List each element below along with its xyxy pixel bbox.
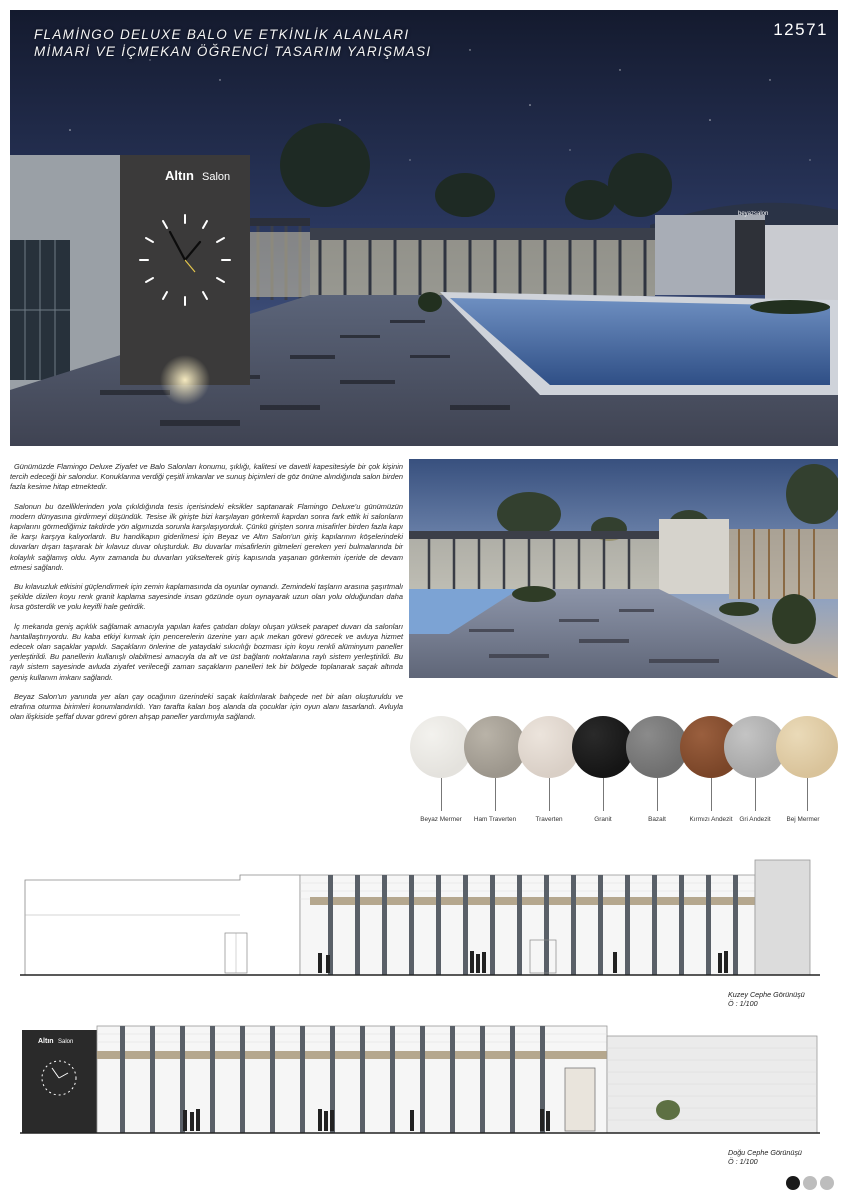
east-elevation [10,1018,838,1138]
leader-line [807,778,808,811]
material-label: Bazalt [648,816,666,823]
swatch-beyaz-mermer [410,716,472,778]
page-dot-3[interactable] [820,1176,834,1190]
paragraph: Beyaz Salon'un yanında yer alan çay ocağının üzerindeki saçak kaldırılarak bahçede net bir alan oluşturuldu ve etrafına oturma birimleri konumlandırıldı. Yan tarafta kalan boş alanda da çocuklar için oyun alanı tasarlandı. Avluyla olan ilişkiside şeffaf duvar görevi gören ahşap paneller yardımıyla sağlandı. [10,691,403,722]
material-label: Traverten [535,816,563,823]
east-sign-bold: Altın [38,1038,54,1045]
description-text [10,462,403,822]
leader-line [549,778,550,811]
courtyard-dusk-render [409,459,838,678]
north-elevation-drawing [10,855,838,985]
material-label: Beyaz Mermer [420,816,462,823]
swatch-granit [572,716,634,778]
page-dot-1[interactable] [786,1176,800,1190]
poster-title-line1: FLAMİNGO DELUXE BALO VE ETKİNLİK ALANLARI [34,27,410,42]
north-scale: Ö : 1/100 [728,999,758,1008]
hero-sign-light: Salon [202,171,231,183]
material-label: Gri Andezit [739,816,771,823]
leader-line [711,778,712,811]
swatch-bej-mermer [776,716,838,778]
paragraph: Bu kılavuzluk etkisini güçlendirmek için zemin kaplamasında da oyunlar oynandı. Zemindeki taşların arasına şaşırtmalı şekilde dizilen koyu renk granit kaplama sayesinde insan gözünde oyun oynayarak uzun olan yolu olduğundan daha kısa gösterdik ve yolu keyifli hale getirdik. [10,582,403,612]
page-dot-2[interactable] [803,1176,817,1190]
hero-sign-bold: Altın [165,168,194,183]
leader-line [495,778,496,811]
paragraph: Günümüzde Flamingo Deluxe Ziyafet ve Balo Salonları konumu, şıklığı, kalitesi ve davetli kapesitesiyle bir çok kişinin tercih edeceği bir salondur. Konuklarına verdiği çeşitli imkanlar ve sunuş biçimleri de göz önüne alındığında salon birden fazla kesime hitap etmektedir. [10,462,403,492]
poster-number: 12571 [773,20,828,39]
east-elevation-caption [728,1148,802,1166]
courtyard-render [409,459,838,678]
north-elevation [10,855,838,985]
hero-render [10,10,838,446]
leader-line [755,778,756,811]
north-caption: Kuzey Cephe Görünüşü [728,990,805,999]
material-palette [410,716,838,826]
poster-title-line2: MİMARİ VE İÇMEKAN ÖĞRENCİ TASARIM YARIŞMASI [34,44,432,59]
paragraph: İç mekanda geniş açıklık sağlamak amacıyla yapılan kafes çatıdan dolayı oluşan yüksek parapet duvarı da salonları hantallaştırıyordu. Bu kaba etkiyi kırmak için pencerelerin üzerine yarı açık mekan görevi görecek ve avluya hizmet edecek olan saçaklar yapıldı. Saçakların önlerine de yataydaki sıkıcılığı bozması için koyu renkli alüminyum paneller yerleştirildi. Bu panellerin kullanışlı olabilmesi amacıyla da alt ve üst bağlantı noktalarına raylı sistem yerleştirildi. Bu raylı sistem sayesinde avluda ziyafet verileceği zaman saçakların panelleri tek bir bölgede toplanarak saçak altında geniş kullanım imkanı sağlandı. [10,621,403,682]
leader-line [441,778,442,811]
swatch-bazalt [626,716,688,778]
east-sign-light: Salon [58,1039,74,1045]
poster-title [34,26,431,60]
east-elevation-drawing [10,1018,838,1138]
leader-line [603,778,604,811]
north-elevation-caption [728,990,805,1008]
east-scale: Ö : 1/100 [728,1157,758,1166]
swatch-traverten [518,716,580,778]
material-label: Granit [594,816,612,823]
material-label: Kırmızı Andezit [689,816,733,823]
material-label: Ham Traverten [473,816,517,823]
paragraph: Salonun bu özelliklerinden yola çıkıldığında tesis içerisindeki eksikler saptanarak Flamingo Deluxe'u günümüzün modern dünyasına girdirmeyi düşündük. Tesise ilk girişte bizi karşılayan görkemli kapıdan sonra fark ettik ki salonların kapılarını görmediğimiz takdirde yön algımızda sorunla karşılaşıyorduk. Çünkü girişten sonra misafirler birden fazla kapı ile karşı karşıya kalıyorlardı. Bu handikapın giderilmesi için Beyaz ve Altın Salon'un giriş kapılarının köşelerindeki duvarları dışarı taşırarak bir kılavuz duvar oluşturduk. Bu duvarlar misafirlerin gitmeleri gereken yeri bulmalarında bir kolaylık sağlamış oldu. Aynı zamanda bu duvarları yükselterek giriş kapısında yaşanan görkemin içeride de devam etmesi sağlandı. [10,501,403,572]
leader-line [657,778,658,811]
swatch-ham-traverten [464,716,526,778]
hero-night-render [10,10,838,446]
material-label: Bej Mermer [786,816,820,823]
east-caption: Doğu Cephe Görünüşü [728,1148,802,1157]
far-salon-sign: beyazsalon [738,211,769,217]
